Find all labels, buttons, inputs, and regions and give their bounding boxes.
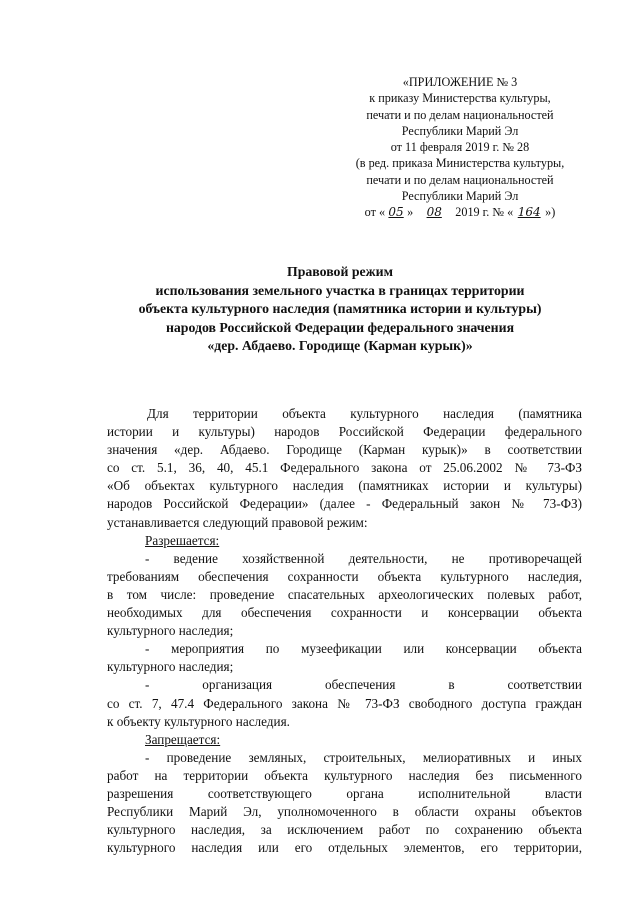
body-line: культурного наследия или его отдельных элементов, его территории, [107, 840, 582, 856]
appendix-line: печати и по делам национальностей [366, 172, 554, 187]
appendix-line: к приказу Министерства культуры, [369, 91, 551, 106]
appendix-line: Республики Марий Эл [401, 189, 519, 204]
handwritten-number: 164 [517, 205, 541, 220]
body-line: Для территории объекта культурного наследия (памятника [147, 406, 582, 421]
appendix-header [330, 74, 590, 221]
body-line: необходимых для обеспечения сохранности и консервации объекта [107, 605, 582, 621]
body-line: - ведение хозяйственной деятельности, не противоречащей [145, 550, 582, 566]
body-line: - организация обеспечения в соответствии [145, 677, 582, 693]
appendix-line: «ПРИЛОЖЕНИЕ № 3 [402, 75, 518, 89]
title-line: объекта культурного наследия (памятника истории и культуры) [138, 301, 542, 316]
appendix-line: печати и по делам национальностей [366, 107, 554, 122]
body-line: - проведение земляных, строительных, мелиоративных и иных [145, 749, 582, 765]
body-line: работ на территории объекта культурного наследия без письменного [107, 767, 582, 783]
date-mid: » [407, 205, 414, 220]
body-line: «Об объектах культурного наследия (памятниках истории и культуры) [107, 478, 582, 494]
date-year-number: 2019 г. № « [455, 205, 514, 220]
body-line: требованиям обеспечения сохранности объекта культурного наследия, [107, 568, 582, 584]
title-line: «дер. Абдаево. Городище (Карман курык)» [207, 338, 473, 353]
body-line: в том числе: проведение спасательных археологических полевых работ, [107, 586, 582, 602]
body-line: - мероприятия по музеефикации или консервации объекта [145, 641, 582, 657]
body-line: со ст. 5.1, 36, 40, 45.1 Федерального закона от 25.06.2002 № 73-ФЗ [107, 460, 582, 476]
body-line: со ст. 7, 47.4 Федерального закона № 73-ФЗ свободного доступа граждан [107, 695, 582, 711]
body-line: разрешения соответствующего органа исполнительной власти [107, 785, 582, 801]
body-line: культурного наследия; [107, 659, 234, 675]
title-line: Правовой режим [286, 264, 394, 279]
appendix-line: Республики Марий Эл [401, 123, 519, 138]
appendix-line: (в ред. приказа Министерства культуры, [355, 156, 565, 171]
body-line: Республики Марий Эл, уполномоченного в области охраны объектов [107, 804, 582, 820]
amendment-date-line [330, 204, 590, 220]
document-body [107, 405, 582, 857]
body-line: к объекту культурного наследия. [107, 713, 290, 729]
forbidden-heading: Запрещается: [145, 731, 221, 747]
date-suffix: ») [545, 205, 556, 220]
title-line: народов Российской Федерации федерального значения [165, 319, 515, 335]
date-prefix: от « [364, 205, 386, 220]
body-line: народов Российской Федерации» (далее - Федеральный закон № 73-ФЗ) [107, 496, 582, 512]
handwritten-day: 05 [388, 205, 404, 220]
handwritten-month: 08 [426, 205, 442, 220]
title-line: использования земельного участка в границах территории [155, 282, 525, 298]
document-title [70, 263, 610, 356]
body-line: значения «дер. Абдаево. Городище (Карман курык)» в соответствии [107, 442, 582, 458]
body-line: истории и культуры) народов Российской Федерации федерального [107, 424, 582, 440]
appendix-line: от 11 февраля 2019 г. № 28 [390, 140, 530, 155]
body-line: устанавливается следующий правовой режим: [107, 514, 368, 530]
allowed-heading: Разрешается: [145, 532, 220, 548]
body-line: культурного наследия, за исключением работ по сохранению объекта [107, 822, 582, 838]
body-line: культурного наследия; [107, 623, 234, 639]
